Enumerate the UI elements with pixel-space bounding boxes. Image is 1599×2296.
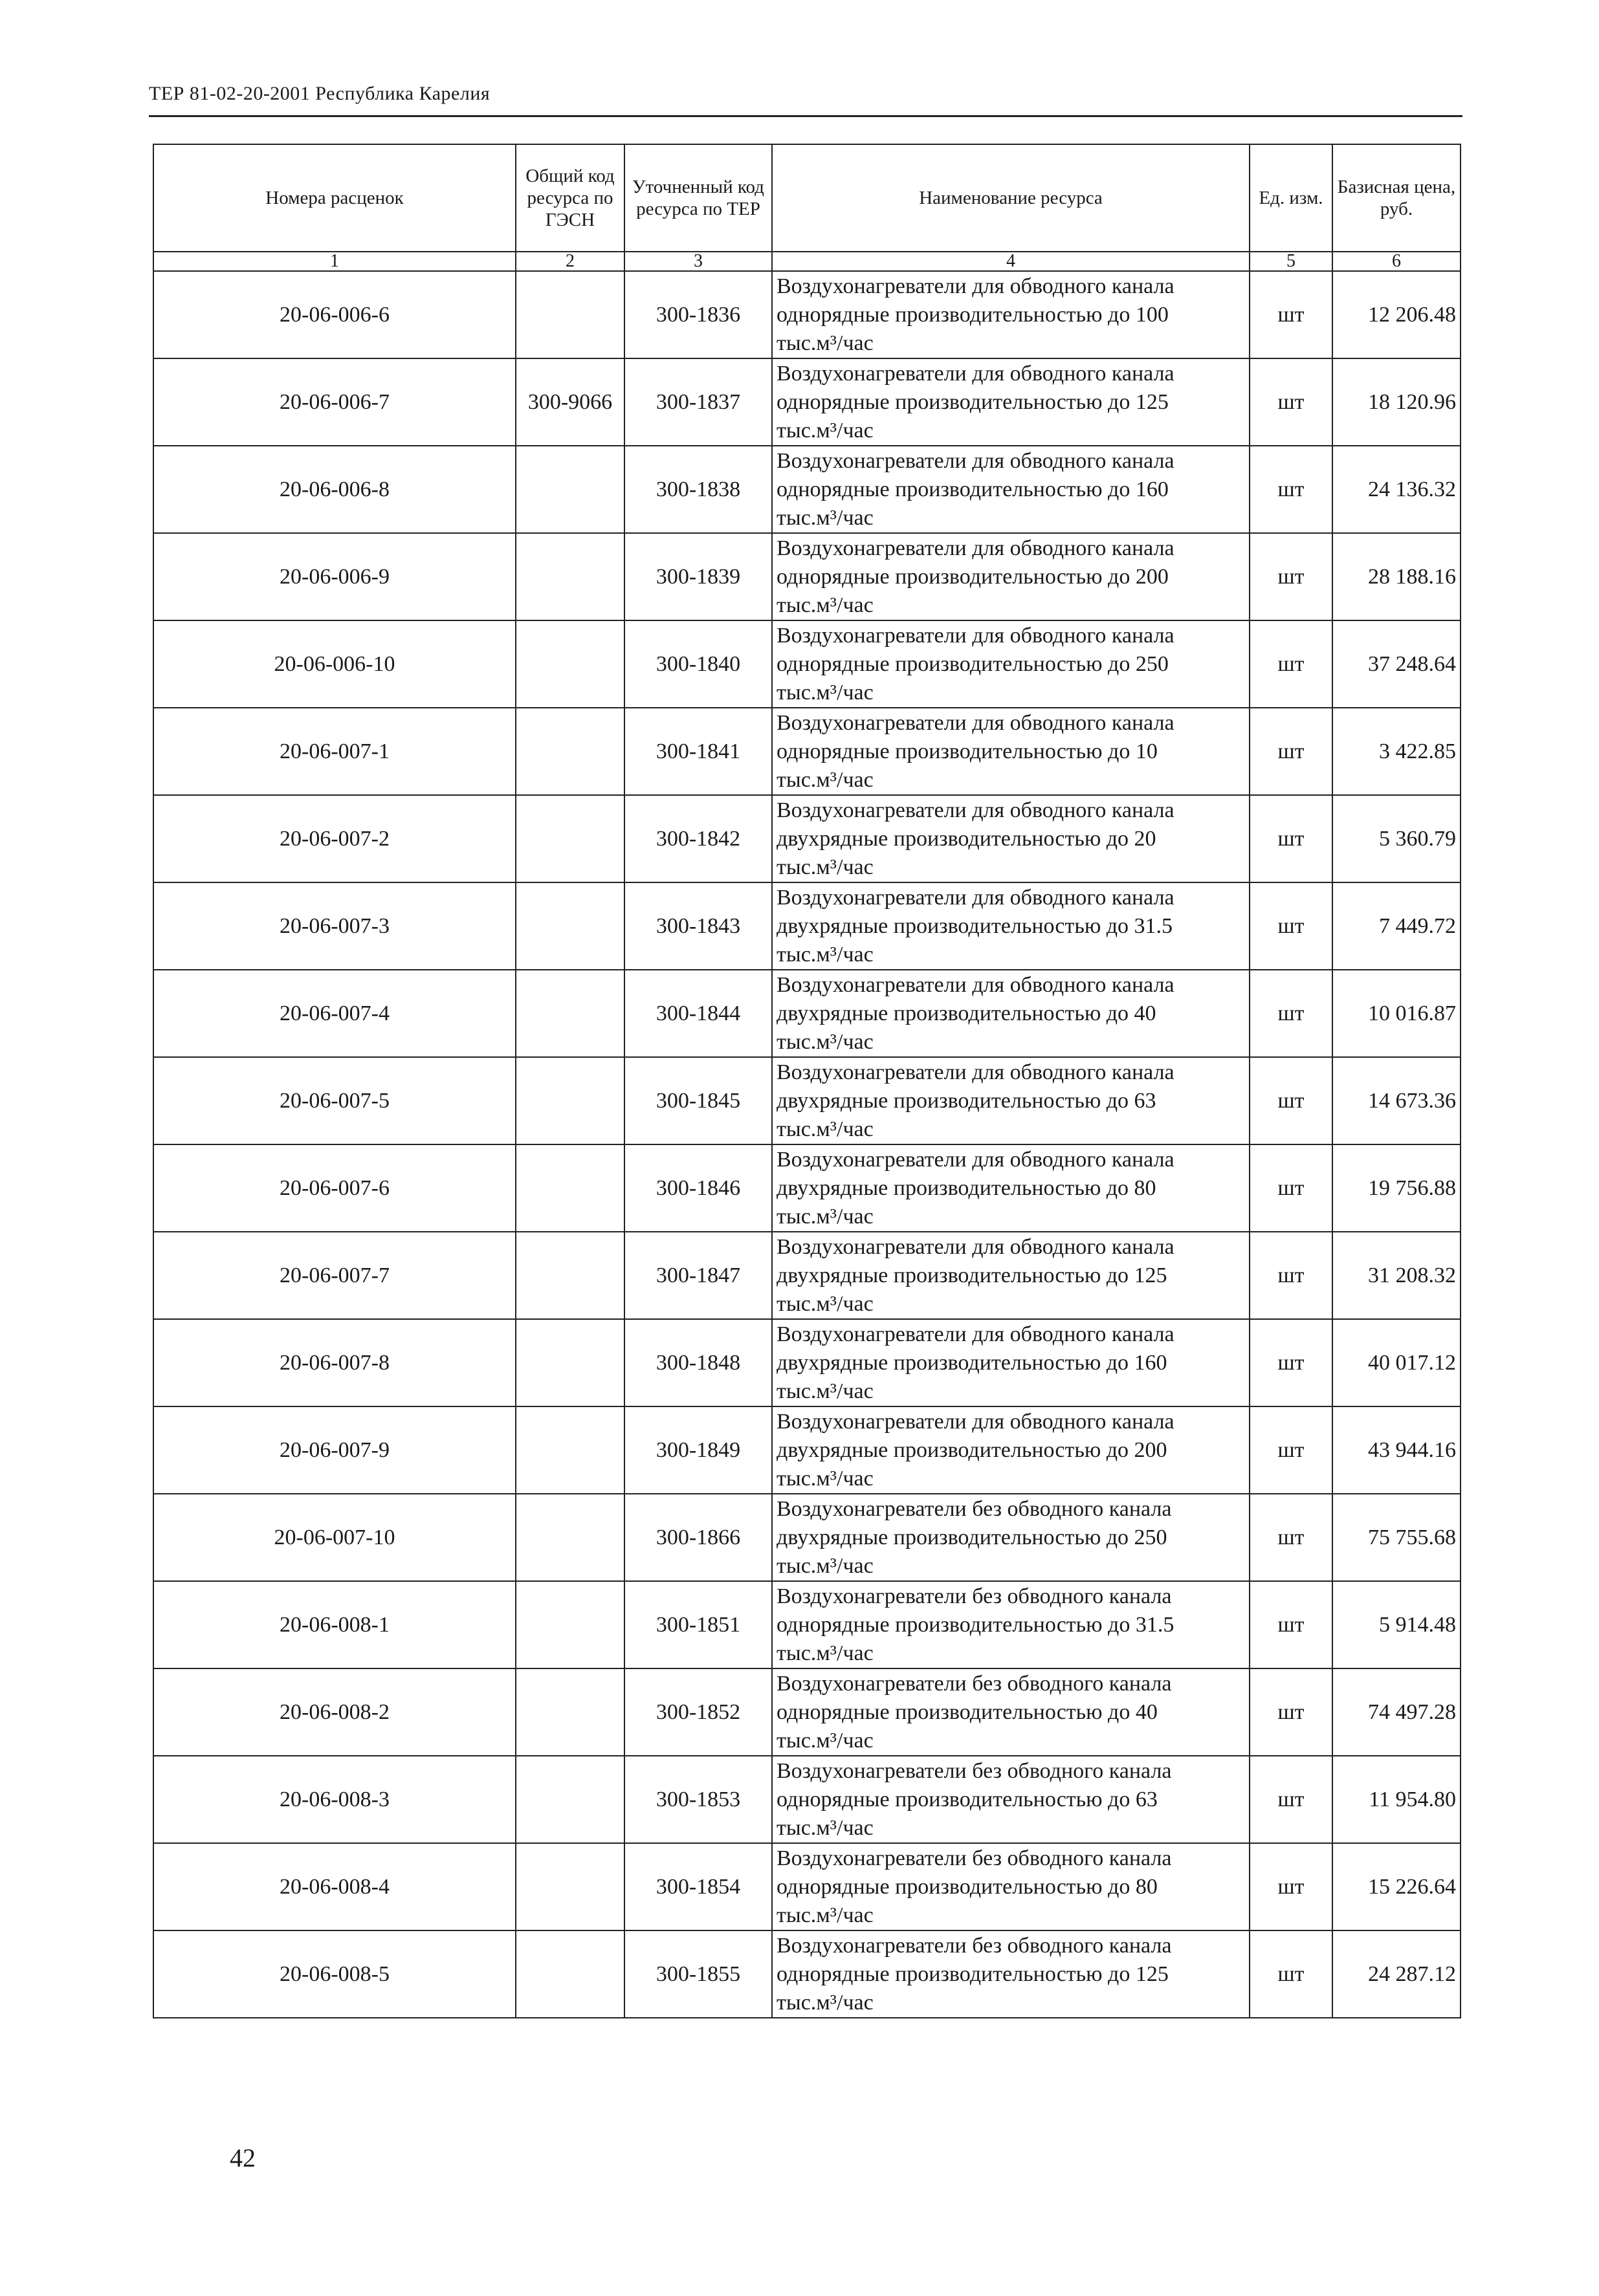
resource-name-line: Воздухонагреватели без обводного канала — [777, 1671, 1172, 1696]
resource-name-line: Воздухонагреватели для обводного канала — [777, 361, 1174, 386]
resource-unit-suffix: тыс.м³/час — [777, 1553, 874, 1578]
table-row — [153, 1494, 1461, 1581]
base-price-cell: 19 756.88 — [1332, 1144, 1461, 1232]
resource-name-line: однорядные производительностью до 63 — [777, 1787, 1158, 1811]
ter-code-cell: 300-1851 — [624, 1581, 772, 1668]
resource-name-line: однорядные производительностью до 10 — [777, 739, 1158, 763]
ter-code-cell: 300-1840 — [624, 620, 772, 708]
base-price-cell: 43 944.16 — [1332, 1406, 1461, 1494]
resource-name-cell — [772, 1144, 1250, 1232]
gesn-code-cell — [516, 795, 624, 882]
table-row — [153, 1057, 1461, 1144]
unit-cell: шт — [1250, 620, 1332, 708]
rate-number-cell: 20-06-008-3 — [153, 1756, 516, 1843]
unit-cell: шт — [1250, 1843, 1332, 1930]
table-body — [153, 271, 1461, 2018]
table-row — [153, 1668, 1461, 1756]
table-row — [153, 1144, 1461, 1232]
ter-code-cell: 300-1837 — [624, 358, 772, 446]
base-price-cell: 5 914.48 — [1332, 1581, 1461, 1668]
ter-code-cell: 300-1854 — [624, 1843, 772, 1930]
ter-code-cell: 300-1838 — [624, 446, 772, 533]
base-price-cell: 75 755.68 — [1332, 1494, 1461, 1581]
ter-code-cell: 300-1843 — [624, 882, 772, 970]
unit-cell: шт — [1250, 1232, 1332, 1319]
rate-number-cell: 20-06-006-9 — [153, 533, 516, 620]
table-row — [153, 1319, 1461, 1406]
resource-name-line: однорядные производительностью до 250 — [777, 651, 1169, 676]
resource-name-line: двухрядные производительностью до 80 — [777, 1175, 1156, 1200]
resource-price-table — [153, 144, 1461, 2018]
document-header: ТЕР 81-02-20-2001 Республика Карелия — [149, 83, 491, 104]
resource-name-line: Воздухонагреватели для обводного канала — [777, 536, 1174, 560]
resource-name-line: Воздухонагреватели для обводного канала — [777, 1060, 1174, 1084]
column-number: 4 — [772, 252, 1250, 271]
header-col-unit: Ед. изм. — [1250, 144, 1332, 252]
resource-name-line: Воздухонагреватели без обводного канала — [777, 1496, 1172, 1521]
resource-name-line: Воздухонагреватели для обводного канала — [777, 623, 1174, 648]
header-col-gesn-code: Общий код ресурса по ГЭСН — [516, 144, 624, 252]
base-price-cell: 74 497.28 — [1332, 1668, 1461, 1756]
unit-cell: шт — [1250, 882, 1332, 970]
resource-unit-suffix: тыс.м³/час — [777, 1641, 874, 1665]
rate-number-cell: 20-06-006-7 — [153, 358, 516, 446]
resource-name-line: однорядные производительностью до 125 — [777, 389, 1169, 414]
gesn-code-cell — [516, 1668, 624, 1756]
rate-number-cell: 20-06-007-5 — [153, 1057, 516, 1144]
unit-cell: шт — [1250, 708, 1332, 795]
resource-unit-suffix: тыс.м³/час — [777, 1903, 874, 1927]
resource-name-cell — [772, 533, 1250, 620]
resource-name-line: двухрядные производительностью до 31.5 — [777, 913, 1173, 938]
resource-unit-suffix: тыс.м³/час — [777, 680, 874, 705]
unit-cell: шт — [1250, 1930, 1332, 2018]
resource-name-cell — [772, 1668, 1250, 1756]
resource-name-cell — [772, 446, 1250, 533]
resource-unit-suffix: тыс.м³/час — [777, 1379, 874, 1403]
resource-name-line: двухрядные производительностью до 20 — [777, 826, 1156, 851]
resource-name-line: однорядные производительностью до 31.5 — [777, 1612, 1174, 1637]
base-price-cell: 28 188.16 — [1332, 533, 1461, 620]
resource-name-cell — [772, 358, 1250, 446]
resource-name-cell — [772, 795, 1250, 882]
ter-code-cell: 300-1866 — [624, 1494, 772, 1581]
header-col-ter-code: Уточненный код ресурса по ТЕР — [624, 144, 772, 252]
resource-name-line: двухрядные производительностью до 200 — [777, 1438, 1167, 1462]
resource-name-line: двухрядные производительностью до 250 — [777, 1525, 1167, 1549]
base-price-cell: 7 449.72 — [1332, 882, 1461, 970]
table-row — [153, 882, 1461, 970]
resource-name-line: Воздухонагреватели для обводного канала — [777, 1234, 1174, 1259]
resource-name-line: Воздухонагреватели для обводного канала — [777, 710, 1174, 735]
table-row — [153, 358, 1461, 446]
resource-name-line: Воздухонагреватели для обводного канала — [777, 1409, 1174, 1434]
table-row — [153, 1581, 1461, 1668]
column-number: 2 — [516, 252, 624, 271]
resource-unit-suffix: тыс.м³/час — [777, 418, 874, 443]
resource-name-line: Воздухонагреватели для обводного канала — [777, 798, 1174, 822]
resource-name-cell — [772, 1057, 1250, 1144]
base-price-cell: 37 248.64 — [1332, 620, 1461, 708]
table-row — [153, 1930, 1461, 2018]
base-price-cell: 11 954.80 — [1332, 1756, 1461, 1843]
resource-name-line: Воздухонагреватели для обводного канала — [777, 1147, 1174, 1172]
header-col-base-price: Базисная цена, руб. — [1332, 144, 1461, 252]
rate-number-cell: 20-06-008-5 — [153, 1930, 516, 2018]
rate-number-cell: 20-06-006-10 — [153, 620, 516, 708]
resource-name-cell — [772, 271, 1250, 358]
base-price-cell: 40 017.12 — [1332, 1319, 1461, 1406]
ter-code-cell: 300-1846 — [624, 1144, 772, 1232]
resource-unit-suffix: тыс.м³/час — [777, 1117, 874, 1141]
ter-code-cell: 300-1849 — [624, 1406, 772, 1494]
resource-name-line: однорядные производительностью до 125 — [777, 1962, 1169, 1986]
rate-number-cell: 20-06-007-9 — [153, 1406, 516, 1494]
table-row — [153, 271, 1461, 358]
base-price-cell: 5 360.79 — [1332, 795, 1461, 882]
rate-number-cell: 20-06-006-6 — [153, 271, 516, 358]
rate-number-cell: 20-06-007-2 — [153, 795, 516, 882]
page-number: 42 — [230, 2143, 256, 2172]
unit-cell: шт — [1250, 795, 1332, 882]
resource-unit-suffix: тыс.м³/час — [777, 942, 874, 967]
unit-cell: шт — [1250, 1057, 1332, 1144]
resource-name-line: двухрядные производительностью до 125 — [777, 1263, 1167, 1287]
resource-name-line: однорядные производительностью до 80 — [777, 1874, 1158, 1899]
column-number: 6 — [1332, 252, 1461, 271]
resource-name-line: однорядные производительностью до 200 — [777, 564, 1169, 589]
resource-name-cell — [772, 1581, 1250, 1668]
ter-code-cell: 300-1848 — [624, 1319, 772, 1406]
resource-name-cell — [772, 1406, 1250, 1494]
resource-name-line: Воздухонагреватели без обводного канала — [777, 1846, 1172, 1870]
rate-number-cell: 20-06-007-4 — [153, 970, 516, 1057]
resource-unit-suffix: тыс.м³/час — [777, 1728, 874, 1753]
table-row — [153, 1756, 1461, 1843]
ter-code-cell: 300-1853 — [624, 1756, 772, 1843]
gesn-code-cell — [516, 882, 624, 970]
resource-name-cell — [772, 1319, 1250, 1406]
resource-name-line: Воздухонагреватели без обводного канала — [777, 1758, 1172, 1783]
ter-code-cell: 300-1855 — [624, 1930, 772, 2018]
unit-cell: шт — [1250, 1756, 1332, 1843]
table-row — [153, 1406, 1461, 1494]
resource-unit-suffix: тыс.м³/час — [777, 1466, 874, 1491]
gesn-code-cell — [516, 1406, 624, 1494]
resource-name-cell — [772, 620, 1250, 708]
unit-cell: шт — [1250, 358, 1332, 446]
rate-number-cell: 20-06-007-6 — [153, 1144, 516, 1232]
resource-unit-suffix: тыс.м³/час — [777, 593, 874, 617]
gesn-code-cell — [516, 620, 624, 708]
ter-code-cell: 300-1841 — [624, 708, 772, 795]
resource-name-cell — [772, 1494, 1250, 1581]
resource-name-line: двухрядные производительностью до 63 — [777, 1088, 1156, 1113]
column-number: 3 — [624, 252, 772, 271]
gesn-code-cell — [516, 708, 624, 795]
gesn-code-cell — [516, 970, 624, 1057]
gesn-code-cell — [516, 271, 624, 358]
header-col-resource-name: Наименование ресурса — [772, 144, 1250, 252]
ter-code-cell: 300-1852 — [624, 1668, 772, 1756]
resource-unit-suffix: тыс.м³/час — [777, 1204, 874, 1229]
resource-unit-suffix: тыс.м³/час — [777, 1029, 874, 1054]
rate-number-cell: 20-06-006-8 — [153, 446, 516, 533]
resource-name-line: Воздухонагреватели для обводного канала — [777, 448, 1174, 473]
gesn-code-cell: 300-9066 — [516, 358, 624, 446]
resource-name-line: Воздухонагреватели для обводного канала — [777, 972, 1174, 997]
unit-cell: шт — [1250, 1668, 1332, 1756]
unit-cell: шт — [1250, 446, 1332, 533]
gesn-code-cell — [516, 1232, 624, 1319]
resource-name-cell — [772, 970, 1250, 1057]
resource-name-cell — [772, 882, 1250, 970]
resource-unit-suffix: тыс.м³/час — [777, 331, 874, 355]
resource-name-line: Воздухонагреватели для обводного канала — [777, 1322, 1174, 1346]
resource-name-line: Воздухонагреватели без обводного канала — [777, 1584, 1172, 1608]
gesn-code-cell — [516, 1843, 624, 1930]
resource-name-line: Воздухонагреватели для обводного канала — [777, 885, 1174, 910]
resource-name-line: двухрядные производительностью до 40 — [777, 1001, 1156, 1025]
resource-name-cell — [772, 1232, 1250, 1319]
base-price-cell: 31 208.32 — [1332, 1232, 1461, 1319]
resource-name-cell — [772, 708, 1250, 795]
table-row — [153, 533, 1461, 620]
base-price-cell: 15 226.64 — [1332, 1843, 1461, 1930]
resource-name-line: Воздухонагреватели без обводного канала — [777, 1933, 1172, 1958]
unit-cell: шт — [1250, 533, 1332, 620]
resource-unit-suffix: тыс.м³/час — [777, 505, 874, 530]
gesn-code-cell — [516, 1144, 624, 1232]
rate-number-cell: 20-06-007-8 — [153, 1319, 516, 1406]
resource-unit-suffix: тыс.м³/час — [777, 767, 874, 792]
unit-cell: шт — [1250, 271, 1332, 358]
ter-code-cell: 300-1836 — [624, 271, 772, 358]
gesn-code-cell — [516, 1930, 624, 2018]
unit-cell: шт — [1250, 1581, 1332, 1668]
unit-cell: шт — [1250, 1494, 1332, 1581]
rate-number-cell: 20-06-007-3 — [153, 882, 516, 970]
rate-number-cell: 20-06-007-1 — [153, 708, 516, 795]
resource-name-line: однорядные производительностью до 100 — [777, 302, 1169, 327]
gesn-code-cell — [516, 446, 624, 533]
gesn-code-cell — [516, 1319, 624, 1406]
rate-number-cell: 20-06-007-10 — [153, 1494, 516, 1581]
base-price-cell: 18 120.96 — [1332, 358, 1461, 446]
unit-cell: шт — [1250, 1319, 1332, 1406]
ter-code-cell: 300-1845 — [624, 1057, 772, 1144]
resource-unit-suffix: тыс.м³/час — [777, 855, 874, 879]
ter-code-cell: 300-1844 — [624, 970, 772, 1057]
gesn-code-cell — [516, 1494, 624, 1581]
rate-number-cell: 20-06-007-7 — [153, 1232, 516, 1319]
ter-code-cell: 300-1847 — [624, 1232, 772, 1319]
ter-code-cell: 300-1842 — [624, 795, 772, 882]
resource-name-line: двухрядные производительностью до 160 — [777, 1350, 1167, 1375]
base-price-cell: 3 422.85 — [1332, 708, 1461, 795]
base-price-cell: 14 673.36 — [1332, 1057, 1461, 1144]
table-row — [153, 708, 1461, 795]
table-row — [153, 970, 1461, 1057]
column-number: 1 — [153, 252, 516, 271]
resource-name-cell — [772, 1756, 1250, 1843]
header-col-rate-numbers: Номера расценок — [153, 144, 516, 252]
resource-unit-suffix: тыс.м³/час — [777, 1291, 874, 1316]
rate-number-cell: 20-06-008-1 — [153, 1581, 516, 1668]
ter-code-cell: 300-1839 — [624, 533, 772, 620]
base-price-cell: 10 016.87 — [1332, 970, 1461, 1057]
base-price-cell: 24 287.12 — [1332, 1930, 1461, 2018]
resource-name-cell — [772, 1843, 1250, 1930]
unit-cell: шт — [1250, 1406, 1332, 1494]
column-number: 5 — [1250, 252, 1332, 271]
resource-name-line: однорядные производительностью до 160 — [777, 477, 1169, 501]
unit-cell: шт — [1250, 1144, 1332, 1232]
rate-number-cell: 20-06-008-4 — [153, 1843, 516, 1930]
rate-number-cell: 20-06-008-2 — [153, 1668, 516, 1756]
base-price-cell: 12 206.48 — [1332, 271, 1461, 358]
table-row — [153, 1843, 1461, 1930]
resource-unit-suffix: тыс.м³/час — [777, 1815, 874, 1840]
resource-unit-suffix: тыс.м³/час — [777, 1990, 874, 2015]
table-row — [153, 446, 1461, 533]
gesn-code-cell — [516, 1581, 624, 1668]
table-row — [153, 1232, 1461, 1319]
table-row — [153, 620, 1461, 708]
resource-name-line: однорядные производительностью до 40 — [777, 1700, 1158, 1724]
gesn-code-cell — [516, 533, 624, 620]
resource-name-cell — [772, 1930, 1250, 2018]
base-price-cell: 24 136.32 — [1332, 446, 1461, 533]
table-row — [153, 795, 1461, 882]
resource-name-line: Воздухонагреватели для обводного канала — [777, 274, 1174, 298]
gesn-code-cell — [516, 1756, 624, 1843]
header-rule — [149, 115, 1462, 117]
unit-cell: шт — [1250, 970, 1332, 1057]
gesn-code-cell — [516, 1057, 624, 1144]
